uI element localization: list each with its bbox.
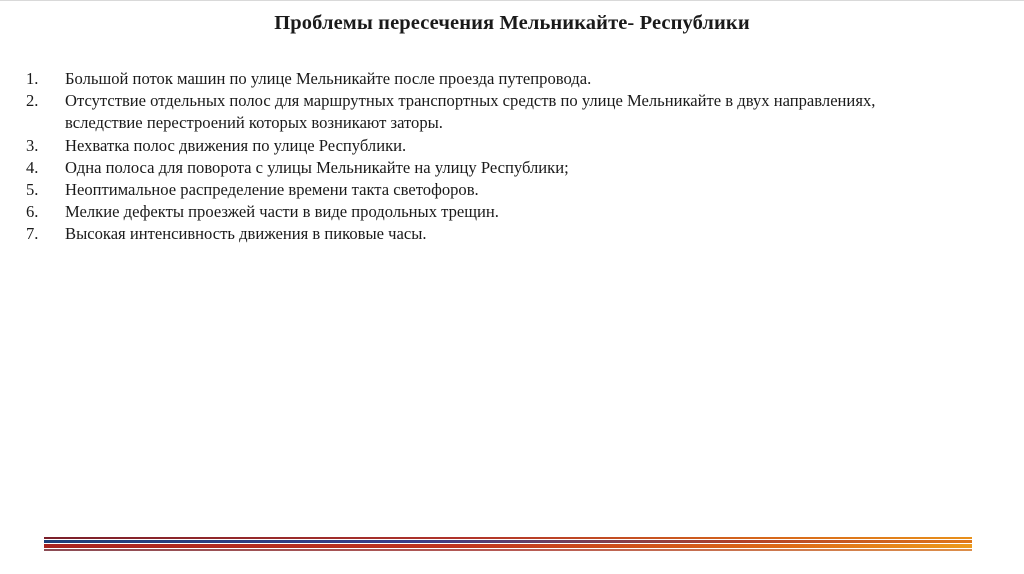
list-item-text: Отсутствие отдельных полос для маршрутных транспортных средств по улице Мельникайте в двух направлениях, вследствие перестроений которых возникают заторы. bbox=[65, 91, 876, 133]
list-item bbox=[26, 223, 956, 245]
list-item-text: Высокая интенсивность движения в пиковые часы. bbox=[65, 224, 427, 244]
list-item bbox=[26, 201, 956, 223]
list-item bbox=[26, 179, 956, 201]
list-item-number: 6. bbox=[26, 202, 39, 222]
list-item-number: 3. bbox=[26, 135, 39, 155]
footer-band bbox=[44, 540, 972, 543]
footer-band bbox=[44, 537, 972, 539]
list-item-text: Одна полоса для поворота с улицы Мельникайте на улицу Республики; bbox=[65, 157, 569, 177]
list-item bbox=[26, 157, 956, 179]
list-item-number: 7. bbox=[26, 224, 39, 244]
list-item bbox=[26, 135, 956, 157]
list-item-number: 4. bbox=[26, 157, 39, 177]
slide-title: Проблемы пересечения Мельникайте- Республики bbox=[274, 12, 750, 34]
list-item bbox=[26, 90, 956, 134]
list-item-number: 5. bbox=[26, 180, 39, 200]
list-item-text: Неоптимальное распределение времени такта светофоров. bbox=[65, 180, 479, 200]
footer-band bbox=[44, 549, 972, 551]
list-item-number: 2. bbox=[26, 91, 39, 111]
footer-band bbox=[44, 544, 972, 548]
footer-decorative-bar bbox=[44, 537, 972, 551]
list-item-text: Нехватка полос движения по улице Республики. bbox=[65, 135, 407, 155]
list-item-number: 1. bbox=[26, 69, 39, 88]
list-item bbox=[26, 68, 956, 90]
list-item-text: Большой поток машин по улице Мельникайте после проезда путепровода. bbox=[65, 69, 592, 88]
problem-list bbox=[26, 68, 956, 246]
list-item-text: Мелкие дефекты проезжей части в виде продольных трещин. bbox=[65, 202, 499, 222]
